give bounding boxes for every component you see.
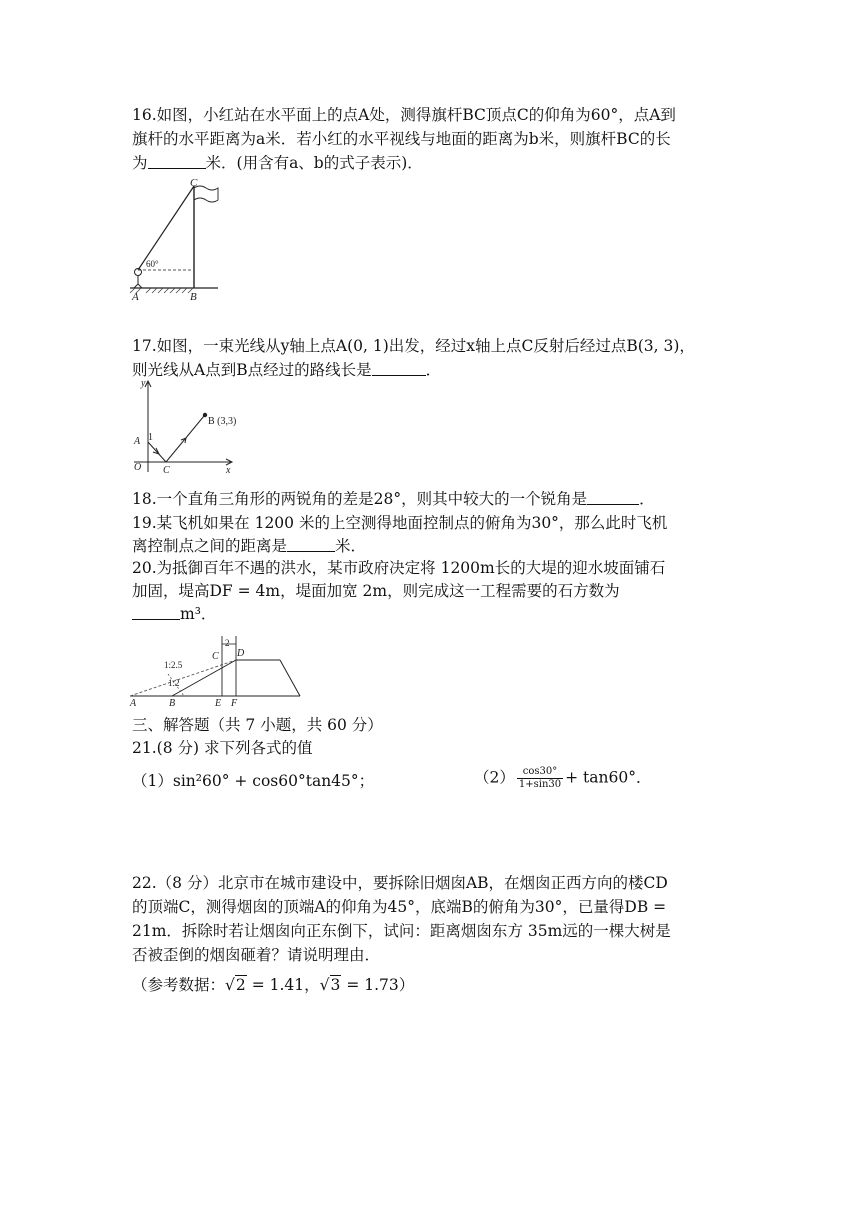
q21-fraction-numerator: cos30° [517, 766, 563, 779]
q20-answer-blank [132, 604, 180, 620]
q17-label-one: 1 [148, 432, 153, 443]
q20-label-c: C [212, 651, 219, 662]
q22-sqrt-2-radicand: 2 [235, 976, 246, 994]
q22-sqrt-3: √3 [319, 976, 341, 994]
q20-label-f: F [231, 698, 238, 708]
q20-label-b: B [169, 698, 176, 708]
q22-line-3: 21m．拆除时若让烟囱向正东倒下，试问：距离烟囱东方 35m远的一棵大树是 [132, 922, 671, 940]
q21-fraction [517, 766, 563, 791]
q17-line-2-suffix: ． [425, 361, 442, 379]
q19-answer-blank [287, 536, 335, 552]
q16-flagpole-figure [128, 176, 228, 304]
q21-fraction-denominator: 1+sin30 [518, 779, 562, 790]
q22-reference-data [132, 974, 414, 996]
q20-label-ratio-1: 1:2.5 [164, 660, 183, 670]
q17-label-c: C [163, 465, 170, 476]
q17-label-x: x [226, 465, 231, 476]
q17-label-y: y [141, 378, 146, 389]
q16-line-2: 旗杆的水平距离为a米．若小红的水平视线与地面的距离为b米，则旗杆BC的长 [132, 130, 671, 148]
q19-line-1: 19.某飞机如果在 1200 米的上空测得地面控制点的俯角为30°，那么此时飞机 [132, 514, 668, 532]
q16-line-1: 16.如图，小红站在水平面上的点A处，测得旗杆BC顶点C的仰角为60°，点A到 [132, 106, 676, 124]
q20-label-ratio-2: 1:2 [168, 678, 180, 688]
q22-ref-prefix: （参考数据： [132, 976, 226, 994]
q22-sqrt-2: √2 [225, 976, 246, 994]
q19-line-2-prefix: 离控制点之间的距离是 [132, 537, 288, 555]
q16-label-c: C [190, 177, 198, 189]
q19-line-2-suffix: 米． [335, 537, 367, 555]
q18-suffix: ． [639, 490, 655, 508]
q20-embankment-figure [128, 632, 308, 708]
q17-line-2-prefix: 则光线从A点到B点经过的路线长是 [132, 361, 372, 379]
q19-line-2 [132, 535, 366, 557]
q20-label-two: 2 [225, 638, 230, 648]
q21-title: 21.(8 分) 求下列各式的值 [132, 739, 313, 757]
q21-part-2-rest: + tan60°． [565, 768, 652, 787]
q22-line-1: 22.（8 分）北京市在城市建设中，要拆除旧烟囱AB，在烟囱正西方向的楼CD [132, 874, 668, 892]
q18-answer-blank [587, 489, 639, 505]
q22-line-4: 否被歪倒的烟囱砸着？请说明理由． [132, 946, 381, 964]
q17-coordinate-figure [128, 376, 248, 476]
q21-part-1: （1）sin²60° + cos60°tan45°； [132, 772, 375, 790]
q21-part-2-label: （2） [474, 768, 515, 787]
q16-label-b: B [190, 291, 197, 303]
q16-line-3 [132, 152, 423, 174]
q18-line [132, 488, 655, 510]
q22-ref-mid: = 1.41， [246, 976, 320, 994]
q20-line-2: 加固，堤高DF = 4m，堤面加宽 2m，则完成这一工程需要的石方数为 [132, 582, 620, 600]
q16-answer-blank [148, 153, 206, 169]
q21-part-2 [474, 766, 651, 791]
q20-label-d: D [237, 648, 245, 659]
q20-line-3 [132, 603, 216, 625]
q20-line-3-suffix: m³． [180, 605, 217, 623]
q20-label-e: E [215, 698, 222, 708]
q22-sqrt-3-radicand: 3 [330, 976, 341, 994]
q22-ref-suffix: = 1.73） [341, 976, 415, 994]
q16-line-3-prefix: 为 [132, 154, 148, 172]
q17-label-a: A [134, 436, 141, 447]
q17-label-o: O [134, 462, 142, 473]
q17-answer-blank [372, 360, 426, 376]
q22-line-2: 的顶端C，测得烟囱的顶端A的仰角为45°，底端B的俯角为30°，已量得DB = [132, 898, 667, 916]
section-3-heading: 三、解答题（共 7 小题，共 60 分） [132, 716, 383, 734]
q16-label-a: A [132, 291, 139, 303]
q17-line-1: 17.如图，一束光线从y轴上点A(0, 1)出发，经过x轴上点C反射后经过点B(3, 3)， [132, 337, 695, 355]
q20-line-1: 20.为抵御百年不遇的洪水，某市政府决定将 1200m长的大堤的迎水坡面铺石 [132, 559, 666, 577]
q17-label-b: B (3,3) [208, 416, 237, 427]
q20-label-a: A [130, 698, 137, 708]
q18-prefix: 18.一个直角三角形的两锐角的差是28°，则其中较大的一个锐角是 [132, 490, 588, 508]
q16-label-angle: 60° [146, 259, 159, 269]
q16-line-3-suffix: 米．(用含有a、b的式子表示)． [205, 154, 423, 172]
